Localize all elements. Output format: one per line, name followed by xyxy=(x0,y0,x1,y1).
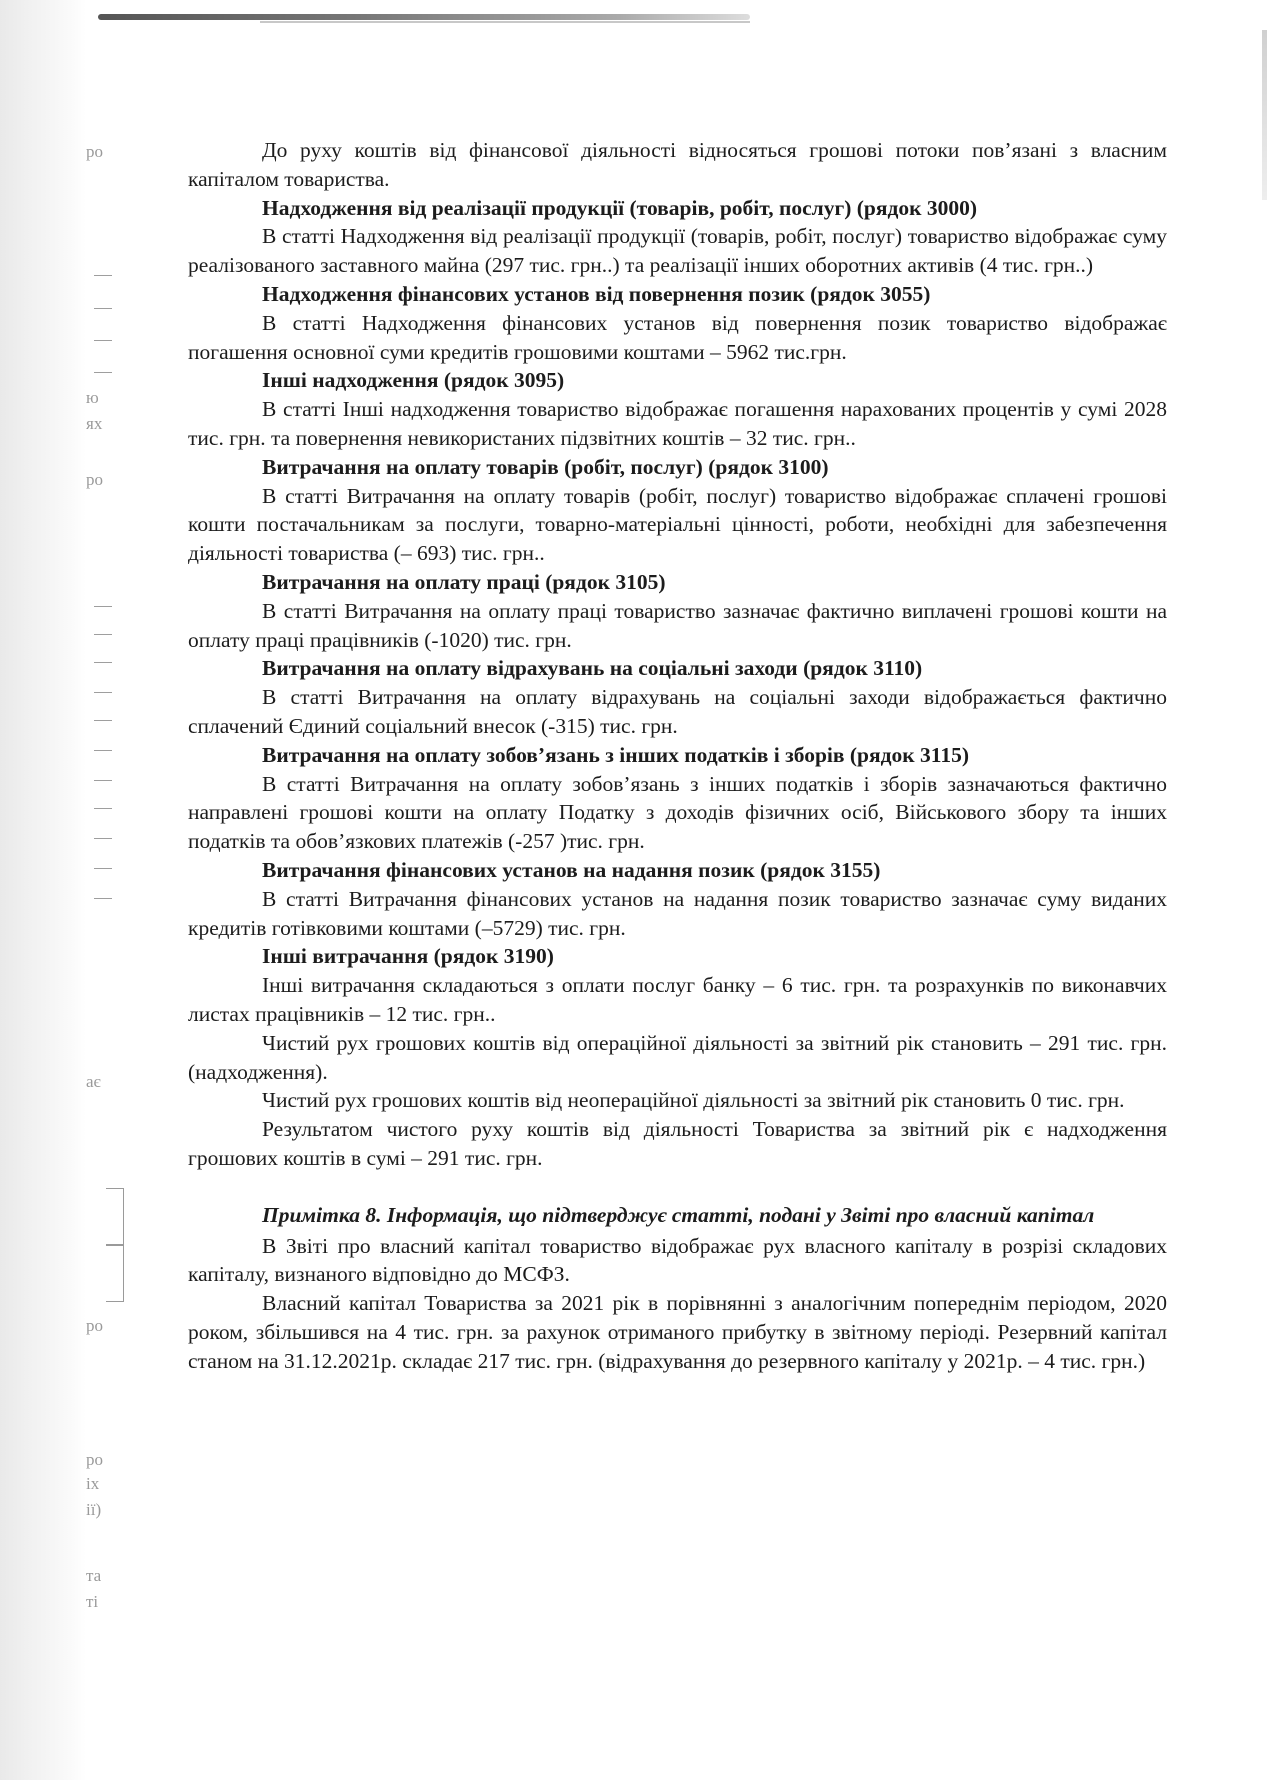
scan-top-rule-faint xyxy=(260,21,750,23)
margin-fragment: ю xyxy=(86,388,99,407)
margin-line xyxy=(94,838,112,839)
scan-top-rule xyxy=(98,14,750,20)
paragraph: В статті Витрачання фінансових установ на надання позик товариство зазначає суму виданих кредитів готівковими коштами (–5729) тис. грн. xyxy=(188,886,1167,940)
paragraph: Власний капітал Товариства за 2021 рік в порівнянні з аналогічним попереднім періодом, 2020 роком, збільшився на 4 тис. грн. за рахунок отриманого прибутку в звітному періоді. Резервний капітал станом на 31.12.2021р. складає 217 тис. грн. (відрахування до резервного капіталу у 2021р. – 4 тис. грн.) xyxy=(188,1291,1167,1373)
paragraph: В статті Витрачання на оплату товарів (робіт, послуг) товариство відображає сплачені грошові кошти постачальникам за послуги, товарно-матеріальні цінності, роботи, необхідні для забезпечення діяльності товариства (– 693) тис. грн.. xyxy=(188,483,1167,566)
section-heading: Надходження фінансових установ від повернення позик (рядок 3055) xyxy=(262,281,931,306)
paragraph: В Звіті про власний капітал товариство відображає рух власного капіталу в розрізі складових капіталу, визнаного відповідно до МСФЗ. xyxy=(188,1233,1167,1287)
margin-line xyxy=(94,308,112,309)
margin-line xyxy=(94,750,112,751)
paragraph: В статті Надходження фінансових установ від повернення позик товариство відображає погашення основної суми кредитів грошовими коштами – 5962 тис.грн. xyxy=(188,310,1167,364)
section-heading: Інші витрачання (рядок 3190) xyxy=(262,944,554,969)
paragraph: В статті Витрачання на оплату праці товариство зазначає фактично виплачені грошові кошти на оплату праці працівників (-1020) тис. грн. xyxy=(188,598,1167,652)
margin-line xyxy=(94,275,112,276)
margin-box xyxy=(106,1244,124,1302)
section-heading: Витрачання на оплату товарів (робіт, послуг) (рядок 3100) xyxy=(262,454,829,479)
section-heading: Витрачання фінансових установ на надання позик (рядок 3155) xyxy=(262,857,881,882)
margin-fragment: ро xyxy=(86,1316,103,1335)
section-heading: Інші надходження (рядок 3095) xyxy=(262,368,565,393)
paragraph: Інші витрачання складаються з оплати послуг банку – 6 тис. грн. та розрахунків по виконавчих листах працівників – 12 тис. грн.. xyxy=(188,973,1167,1026)
scan-right-edge xyxy=(1262,30,1267,200)
paragraph: Чистий рух грошових коштів від операційної діяльності за звітний рік становить – 291 тис. грн. (надходження). xyxy=(188,1030,1167,1084)
margin-line xyxy=(94,808,112,809)
margin-fragment: ті xyxy=(86,1592,99,1611)
section-heading: Витрачання на оплату зобов’язань з інших податків і зборів (рядок 3115) xyxy=(262,742,970,767)
note-heading: Примітка 8. Інформація, що підтверджує статті, подані у Звіті про власний капітал xyxy=(262,1202,1095,1227)
section-heading: Витрачання на оплату праці (рядок 3105) xyxy=(262,569,666,594)
paragraph: До руху коштів від фінансової діяльності відносяться грошові потоки пов’язані з власним капіталом товариства. xyxy=(188,138,1167,191)
scan-left-shadow xyxy=(0,0,86,1780)
margin-line xyxy=(94,372,112,373)
margin-line xyxy=(94,606,112,607)
document-body xyxy=(188,136,1167,1376)
paragraph: В статті Надходження від реалізації продукції (товарів, робіт, послуг) товариство відображає суму реалізованого заставного майна (297 тис. грн..) та реалізації інших оборотних активів (4 тис. грн..) xyxy=(188,224,1167,278)
margin-fragment: ає xyxy=(86,1072,101,1091)
paragraph: Чистий рух грошових коштів від неопераційної діяльності за звітний рік становить 0 тис. грн. xyxy=(262,1088,1125,1113)
margin-fragment: ро xyxy=(86,142,103,161)
margin-line xyxy=(94,340,112,341)
section-heading: Надходження від реалізації продукції (товарів, робіт, послуг) (рядок 3000) xyxy=(262,195,978,220)
margin-fragment: ях xyxy=(86,414,103,433)
margin-line xyxy=(94,868,112,869)
margin-fragment: та xyxy=(86,1566,102,1585)
paragraph: Результатом чистого руху коштів від діяльності Товариства за звітний рік є надходження грошових коштів в сумі – 291 тис. грн. xyxy=(188,1117,1167,1170)
paragraph: В статті Витрачання на оплату зобов’язань з інших податків і зборів зазначаються фактично направлені грошові кошти на оплату Податку з доходів фізичних осіб, Військового збору та інших податків та обов’язкових платежів (-257 )тис. грн. xyxy=(188,771,1167,854)
margin-fragment: ро xyxy=(86,1450,103,1469)
margin-fragment: ро xyxy=(86,470,103,489)
margin-fragment: ії) xyxy=(86,1500,102,1519)
paragraph: В статті Витрачання на оплату відрахувань на соціальні заходи відображається фактично сплачений Єдиний соціальний внесок (-315) тис. грн. xyxy=(188,685,1167,738)
margin-line xyxy=(94,780,112,781)
margin-box xyxy=(106,1188,124,1246)
margin-line xyxy=(94,692,112,693)
margin-line xyxy=(94,662,112,663)
margin-fragment: іх xyxy=(86,1474,100,1493)
margin-line xyxy=(94,898,112,899)
margin-line xyxy=(94,634,112,635)
paragraph: В статті Інші надходження товариство відображає погашення нарахованих процентів у сумі 2028 тис. грн. та повернення невикористаних підзвітних коштів – 32 тис. грн.. xyxy=(188,397,1167,450)
section-heading: Витрачання на оплату відрахувань на соціальні заходи (рядок 3110) xyxy=(262,656,923,681)
margin-line xyxy=(94,720,112,721)
